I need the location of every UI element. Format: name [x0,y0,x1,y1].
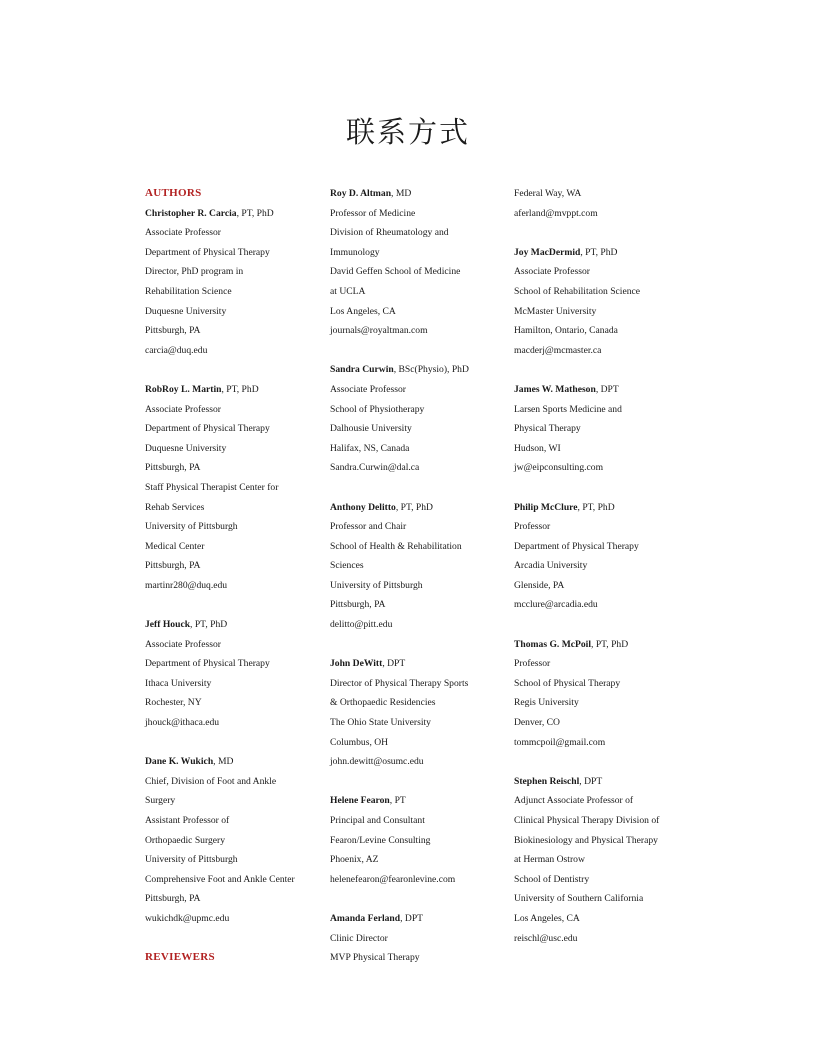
spacer [514,223,696,243]
spacer [330,889,512,909]
contact-name: Anthony Delitto [330,501,396,513]
contact-detail: Hudson, WI [514,442,561,454]
contact-email: john.dewitt@osumc.edu [330,756,424,768]
contact-detail: Larsen Sports Medicine and [514,403,622,415]
contact-name: RobRoy L. Martin [145,383,222,395]
contact-detail: Glenside, PA [514,579,565,591]
contact-detail: Clinic Director [330,932,388,944]
spacer [145,595,327,615]
contact-detail: Rehabilitation Science [145,285,232,297]
contact-detail: Associate Professor [514,266,590,278]
contact-detail: Columbus, OH [330,736,389,748]
contact-name-line [330,654,512,674]
contact-detail: Department of Physical Therapy [145,423,270,435]
contact-detail: Medical Center [145,540,205,552]
spacer [514,360,696,380]
contact-detail: Duquesne University [145,305,227,317]
contact-name-line [514,635,696,655]
contact-detail: Dalhousie University [330,423,412,435]
contact-detail: Fearon/Levine Consulting [330,834,431,846]
contact-detail: School of Rehabilitation Science [514,285,641,297]
contact-detail: Associate Professor [145,403,221,415]
contact-email: Sandra.Curwin@dal.ca [330,462,420,474]
contact-detail: Division of Rheumatology and [330,227,449,239]
contact-detail: Rochester, NY [145,697,202,709]
contact-credentials: , PT, PhD [395,501,433,513]
contact-detail: School of Health & Rehabilitation [330,540,462,552]
contact-detail: Director, PhD program in [145,266,244,278]
contact-email: aferland@mvppt.com [514,207,598,219]
contact-name-line [330,184,512,204]
contact-detail: School of Physical Therapy [514,677,621,689]
contact-email: jw@eipconsulting.com [514,462,604,474]
contact-name-line [514,243,696,263]
contact-name: Thomas G. McPoil [514,638,592,650]
contact-credentials: , DPT [579,775,603,787]
spacer [330,635,512,655]
contact-detail: Clinical Physical Therapy Division of [514,815,660,826]
contact-credentials: , MD [391,188,412,199]
contact-email: helenefearon@fearonlevine.com [330,873,456,885]
contact-name-line [514,498,696,518]
spacer [145,360,327,380]
contact-credentials: , PT, PhD [221,383,259,395]
contact-name: Christopher R. Carcia [145,207,237,219]
contact-name: Helene Fearon [330,795,390,807]
contact-name-line [145,615,327,635]
contact-name: Stephen Reischl [514,775,580,787]
contact-email: carcia@duq.edu [145,344,208,356]
contact-detail: University of Pittsburgh [145,854,238,866]
column-2 [330,184,512,968]
contact-detail: Department of Physical Therapy [145,658,270,670]
contact-name: Amanda Ferland [330,912,401,924]
contact-name-line [145,204,327,224]
contact-detail: Denver, CO [514,717,560,729]
contact-email: macderj@mcmaster.ca [514,344,602,356]
column-1 [145,184,327,968]
contact-detail: Orthopaedic Surgery [145,834,226,846]
contact-detail: University of Pittsburgh [330,579,423,591]
contact-name: Jeff Houck [145,619,191,631]
contact-name-line [145,380,327,400]
contact-detail: School of Dentistry [514,873,590,885]
spacer [514,752,696,772]
spacer [330,478,512,498]
contact-detail: Halifax, NS, Canada [330,442,410,454]
contact-detail: Assistant Professor of [145,815,230,826]
contact-detail: Hamilton, Ontario, Canada [514,325,618,337]
contact-detail: Rehab Services [145,501,205,513]
contact-detail: Pittsburgh, PA [145,462,201,474]
contact-detail: Director of Physical Therapy Sports [330,677,469,689]
spacer [330,772,512,792]
section-heading: AUTHORS [145,187,202,199]
contact-detail: Los Angeles, CA [330,305,396,317]
section-heading: REVIEWERS [145,951,215,964]
contact-email: jhouck@ithaca.edu [145,717,220,729]
contact-detail: Pittsburgh, PA [330,599,386,611]
contact-detail: The Ohio State University [330,717,431,729]
contact-credentials: , DPT [382,658,406,670]
contact-detail: Associate Professor [330,383,406,395]
contact-detail: Sciences [330,560,364,572]
contact-credentials: , PT, PhD [577,501,615,513]
contact-detail: Surgery [145,795,176,807]
spacer [145,733,327,753]
contact-credentials: , DPT [595,383,619,395]
contact-detail: Associate Professor [145,638,221,650]
contact-detail: Professor and Chair [330,521,407,533]
contact-detail: at Herman Ostrow [514,854,585,866]
contact-credentials: , PT [389,795,406,807]
contact-credentials: , PT, PhD [580,246,618,258]
contact-name: James W. Matheson [514,383,596,395]
contact-name-line [145,752,327,772]
contact-detail: University of Southern California [514,893,644,905]
contact-email: martinr280@duq.edu [145,579,228,591]
contact-detail: Staff Physical Therapist Center for [145,481,279,493]
contact-email: wukichdk@upmc.edu [145,912,230,924]
contact-detail: Physical Therapy [514,423,581,435]
contact-name-line [514,380,696,400]
contact-email: mcclure@arcadia.edu [514,599,598,611]
contact-detail: Federal Way, WA [514,188,582,199]
contact-detail: Ithaca University [145,677,212,689]
spacer [330,341,512,361]
column-3 [514,184,696,948]
contact-name-line [330,498,512,518]
contact-detail: Pittsburgh, PA [145,325,201,337]
contact-credentials: , DPT [400,912,424,924]
contact-detail: Los Angeles, CA [514,912,580,924]
contact-email: journals@royaltman.com [330,325,428,337]
contact-detail: Associate Professor [145,227,221,239]
contact-detail: Biokinesiology and Physical Therapy [514,834,658,846]
contact-detail: McMaster University [514,305,597,317]
spacer [514,478,696,498]
contact-detail: Comprehensive Foot and Ankle Center [145,873,295,885]
contact-detail: Adjunct Associate Professor of [514,795,634,807]
contact-name-line [330,909,512,929]
contact-name: Joy MacDermid [514,246,581,258]
contact-detail: Principal and Consultant [330,815,425,826]
contact-detail: Duquesne University [145,442,227,454]
contact-detail: MVP Physical Therapy [330,952,420,964]
contact-detail: School of Physiotherapy [330,403,425,415]
contact-detail: at UCLA [330,285,366,297]
contact-detail: Arcadia University [514,560,588,572]
contact-detail: Professor of Medicine [330,207,416,219]
contact-name: Philip McClure [514,501,578,513]
contact-name-line [330,360,512,380]
contact-name: John DeWitt [330,658,383,670]
contact-credentials: , PT, PhD [236,207,274,219]
spacer [514,615,696,635]
contact-detail: Pittsburgh, PA [145,560,201,572]
contact-detail: Chief, Division of Foot and Ankle [145,775,277,787]
contact-name: Dane K. Wukich [145,756,214,768]
contact-detail: Professor [514,658,551,670]
contact-detail: & Orthopaedic Residencies [330,697,436,709]
contact-detail: Pittsburgh, PA [145,893,201,905]
contact-email: reischl@usc.edu [514,932,578,944]
contact-detail: Department of Physical Therapy [145,246,270,258]
contact-detail: University of Pittsburgh [145,521,238,533]
contact-detail: David Geffen School of Medicine [330,266,461,278]
contact-credentials: , PT, PhD [591,638,629,650]
contact-detail: Regis University [514,697,579,709]
spacer [145,929,327,949]
contact-detail: Professor [514,521,551,533]
contact-detail: Phoenix, AZ [330,854,379,866]
contact-email: delitto@pitt.edu [330,619,393,631]
contact-credentials: , PT, PhD [190,619,228,631]
contact-email: tommcpoil@gmail.com [514,736,606,748]
page-title: 联系方式 [345,117,470,149]
contact-name-line [330,791,512,811]
contact-detail: Department of Physical Therapy [514,540,639,552]
contact-detail: Immunology [330,246,380,258]
contact-credentials: , MD [213,756,234,768]
contact-credentials: , BSc(Physio), PhD [393,364,469,376]
contact-name: Sandra Curwin [330,364,394,376]
contact-name-line [514,772,696,792]
contact-name: Roy D. Altman [330,188,392,199]
